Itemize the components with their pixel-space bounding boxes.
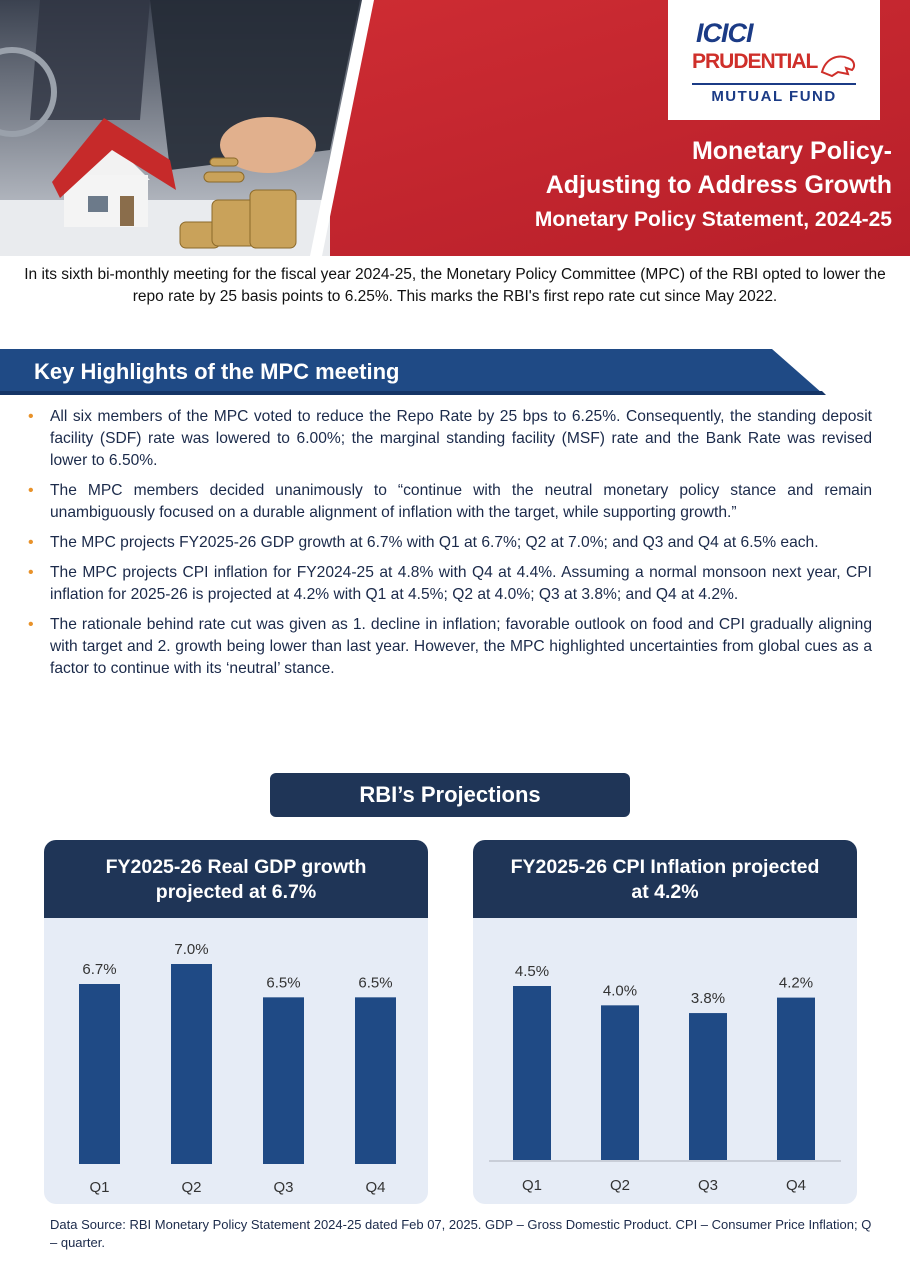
highlight-item: [26, 406, 872, 472]
highlights-list: [26, 406, 872, 688]
cpi-bar-chart: [473, 840, 857, 1204]
highlight-item: [26, 562, 872, 606]
data-label: 4.0%: [602, 982, 638, 1000]
highlight-text: The rationale behind rate cut was given as 1. decline in inflation; favorable outlook on food and CPI gradually aligning with target and 2. growth being lower than last year. However, the MPC highlighted uncertainties from global cues as a factor to continue with its ‘neutral’ stance.: [50, 616, 872, 677]
highlight-text: All six members of the MPC voted to reduce the Repo Rate by 25 bps to 6.25%. Consequently, the standing deposit facility (SDF) rate was lowered to 6.00%; the marginal standing facility (MSF) rate and the Bank Rate was revised lower to 6.50%.: [50, 408, 872, 469]
house-coins-photo: [0, 0, 372, 256]
bar-q4: [355, 997, 396, 1164]
title-line-2: Adjusting to Address Growth: [545, 171, 892, 199]
page-subtitle: Monetary Policy Statement, 2024-25: [534, 208, 892, 231]
category-tick-label: Q1: [89, 1179, 110, 1196]
header-banner: [0, 0, 910, 256]
bullet-dot-icon: •: [28, 408, 34, 425]
highlight-item: [26, 480, 872, 524]
cpi-chart-title-line-1: FY2025-26 CPI Inflation projected: [510, 856, 820, 878]
category-tick-label: Q2: [609, 1177, 631, 1194]
cpi-chart-panel: [473, 840, 857, 1204]
gdp-chart-panel: [44, 840, 428, 1204]
bar-q3: [263, 997, 304, 1164]
title-line-1: Monetary Policy-: [691, 137, 892, 165]
category-tick-label: Q1: [521, 1177, 543, 1194]
bullet-dot-icon: •: [28, 534, 34, 551]
bullet-dot-icon: •: [28, 564, 34, 581]
category-tick-label: Q4: [785, 1177, 807, 1194]
highlight-item: [26, 614, 872, 680]
category-tick-label: Q3: [697, 1177, 719, 1194]
data-label: 6.5%: [358, 974, 393, 992]
projections-heading: RBI’s Projections: [270, 773, 630, 817]
highlight-text: The MPC projects CPI inflation for FY2024-25 at 4.8% with Q4 at 4.4%. Assuming a normal monsoon next year, CPI inflation for 2025-26 is projected at 4.2% with Q1 at 4.5%; Q2 at 4.0%; Q3 at 3.8%; and Q4 at 4.2%.: [50, 564, 872, 603]
data-label: 6.5%: [266, 974, 301, 992]
highlight-text: The MPC members decided unanimously to “continue with the neutral monetary policy stance and remain unambiguously focused on a durable alignment of inflation with the target, while supporting growth.”: [50, 482, 872, 521]
logo-icici-text: ICICI: [696, 18, 753, 48]
category-tick-label: Q2: [181, 1179, 202, 1196]
gdp-bar-chart: [44, 840, 428, 1204]
highlights-heading: Key Highlights of the MPC meeting: [34, 359, 400, 384]
category-tick-label: Q3: [273, 1179, 294, 1196]
gdp-chart-title-line-2: projected at 6.7%: [155, 881, 317, 903]
cpi-chart-title-line-2: at 4.2%: [631, 881, 699, 903]
highlight-text: The MPC projects FY2025-26 GDP growth at 6.7% with Q1 at 6.7%; Q2 at 7.0%; and Q3 and Q4 at 6.5% each.: [50, 534, 819, 551]
page-title: [535, 134, 892, 236]
highlight-item: [26, 532, 872, 554]
data-label: 4.2%: [778, 974, 814, 992]
bar-q4: [777, 998, 815, 1160]
intro-paragraph: In its sixth bi-monthly meeting for the fiscal year 2024-25, the Monetary Policy Committee (MPC) of the RBI opted to lower the repo rate by 25 basis points to 6.25%. This marks the RBI's first repo rate cut since May 2022.: [24, 266, 886, 305]
data-label: 6.7%: [82, 961, 117, 978]
logo-mutual-fund-text: MUTUAL FUND: [692, 83, 856, 105]
logo-prudential-text: PRUDENTIAL: [692, 50, 818, 73]
bullet-dot-icon: •: [28, 616, 34, 633]
gdp-chart-title-line-1: FY2025-26 Real GDP growth: [105, 856, 367, 878]
bar-q1: [513, 986, 551, 1160]
data-label: 4.5%: [514, 963, 550, 980]
bullet-dot-icon: •: [28, 482, 34, 499]
data-label: 7.0%: [174, 941, 209, 958]
bar-q3: [689, 1013, 727, 1160]
bar-q1: [79, 984, 120, 1164]
category-tick-label: Q4: [365, 1179, 386, 1196]
data-source-footnote: Data Source: RBI Monetary Policy Statement 2024-25 dated Feb 07, 2025. GDP – Gross Domestic Product. CPI – Consumer Price Inflation; Q – quarter.: [50, 1217, 872, 1250]
icici-logo: [668, 0, 880, 120]
bar-q2: [171, 964, 212, 1164]
bar-q2: [601, 1005, 639, 1160]
data-label: 3.8%: [690, 990, 726, 1008]
lion-logo-icon: [818, 52, 858, 78]
